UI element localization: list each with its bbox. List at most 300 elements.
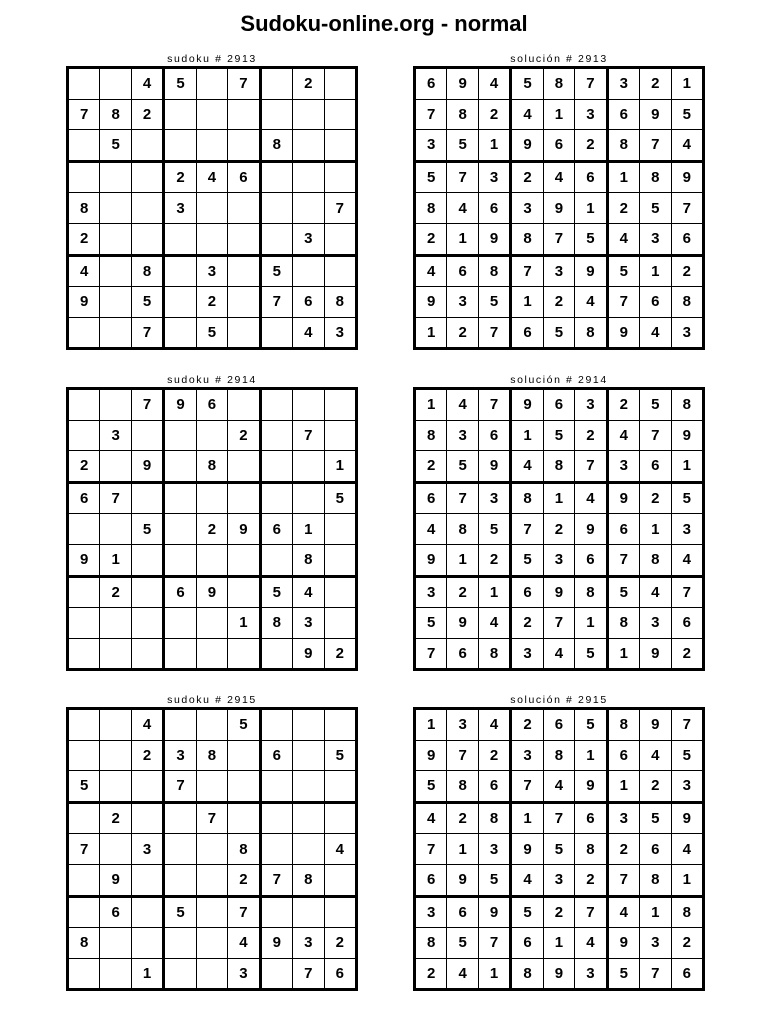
grid-cell: 7	[293, 958, 324, 990]
grid-cell: 5	[511, 68, 543, 100]
grid-cell: 9	[671, 802, 704, 834]
grid-row	[415, 928, 704, 959]
grid-cell: 3	[228, 958, 260, 990]
grid-row	[68, 638, 357, 670]
grid-row	[415, 389, 704, 421]
grid-cell: 5	[415, 608, 447, 639]
grid-cell: 8	[640, 544, 671, 576]
grid-cell: 9	[671, 420, 704, 451]
grid-row	[415, 161, 704, 193]
grid-cell: 1	[640, 896, 671, 928]
grid-cell	[293, 451, 324, 483]
grid-cell	[164, 928, 196, 959]
grid-cell	[68, 389, 100, 421]
grid-cell: 8	[671, 896, 704, 928]
grid-cell: 6	[415, 68, 447, 100]
grid-cell	[196, 193, 227, 224]
grid-cell: 1	[575, 193, 607, 224]
grid-cell: 4	[575, 287, 607, 318]
grid-cell: 2	[671, 638, 704, 670]
grid-cell: 8	[543, 68, 574, 100]
grid-cell	[196, 482, 227, 514]
grid-cell: 4	[415, 802, 447, 834]
grid-cell: 9	[415, 287, 447, 318]
grid-cell	[324, 161, 357, 193]
grid-cell: 6	[478, 771, 510, 803]
sudoku-grid	[66, 707, 358, 991]
grid-cell	[100, 740, 131, 771]
grid-cell: 4	[447, 958, 478, 990]
grid-cell: 7	[293, 420, 324, 451]
grid-cell: 6	[575, 544, 607, 576]
grid-cell: 5	[131, 287, 163, 318]
grid-cell: 2	[478, 544, 510, 576]
grid-cell: 5	[640, 193, 671, 224]
grid-cell: 3	[671, 771, 704, 803]
grid-cell: 7	[640, 420, 671, 451]
grid-cell	[324, 130, 357, 162]
grid-cell	[164, 130, 196, 162]
grid-cell: 2	[447, 576, 478, 608]
grid-cell: 2	[575, 130, 607, 162]
grid-cell: 9	[511, 130, 543, 162]
grid-row	[415, 255, 704, 287]
grid-cell: 1	[324, 451, 357, 483]
grid-row	[415, 771, 704, 803]
grid-cell: 9	[640, 99, 671, 130]
grid-cell: 1	[228, 608, 260, 639]
grid-cell: 9	[415, 544, 447, 576]
grid-cell: 6	[293, 287, 324, 318]
grid-cell: 7	[196, 802, 227, 834]
grid-cell	[196, 544, 227, 576]
grid-cell	[100, 193, 131, 224]
grid-cell: 6	[543, 709, 574, 741]
grid-cell: 9	[260, 928, 292, 959]
grid-cell: 3	[640, 928, 671, 959]
grid-cell: 2	[607, 193, 639, 224]
grid-cell: 5	[607, 958, 639, 990]
grid-cell: 7	[447, 482, 478, 514]
grid-cell: 2	[447, 317, 478, 349]
grid-cell: 8	[478, 255, 510, 287]
grid-cell: 5	[575, 223, 607, 255]
grid-cell: 2	[196, 514, 227, 545]
grid-cell: 3	[131, 834, 163, 865]
solution-label: solución # 2915	[510, 694, 608, 706]
grid-cell	[100, 287, 131, 318]
grid-cell: 4	[415, 255, 447, 287]
grid-row	[68, 544, 357, 576]
grid-cell	[260, 771, 292, 803]
grid-cell	[100, 608, 131, 639]
grid-cell: 1	[543, 482, 574, 514]
grid-cell: 7	[131, 389, 163, 421]
grid-cell: 8	[68, 928, 100, 959]
grid-cell	[100, 451, 131, 483]
grid-cell: 9	[543, 576, 574, 608]
grid-cell: 4	[511, 99, 543, 130]
grid-cell: 4	[543, 638, 574, 670]
grid-cell	[228, 130, 260, 162]
grid-cell: 5	[671, 99, 704, 130]
grid-cell: 1	[415, 317, 447, 349]
grid-cell	[196, 958, 227, 990]
grid-cell	[196, 420, 227, 451]
grid-cell	[100, 161, 131, 193]
grid-cell: 5	[131, 514, 163, 545]
grid-cell: 7	[415, 99, 447, 130]
grid-row	[68, 317, 357, 349]
grid-cell: 5	[543, 420, 574, 451]
grid-cell	[164, 834, 196, 865]
grid-row	[68, 193, 357, 224]
grid-cell: 8	[324, 287, 357, 318]
grid-cell	[324, 99, 357, 130]
page-title: Sudoku-online.org - normal	[240, 11, 528, 36]
grid-cell	[228, 389, 260, 421]
grid-cell: 7	[671, 193, 704, 224]
grid-cell: 9	[164, 389, 196, 421]
grid-cell: 7	[671, 709, 704, 741]
grid-cell	[68, 740, 100, 771]
grid-cell	[260, 420, 292, 451]
grid-cell: 8	[415, 193, 447, 224]
grid-cell: 6	[575, 161, 607, 193]
grid-cell	[164, 514, 196, 545]
grid-cell: 7	[478, 317, 510, 349]
grid-cell: 6	[511, 928, 543, 959]
grid-cell: 3	[164, 193, 196, 224]
grid-row	[68, 576, 357, 608]
grid-cell	[324, 255, 357, 287]
grid-cell	[293, 255, 324, 287]
grid-cell: 2	[575, 420, 607, 451]
grid-cell: 5	[478, 287, 510, 318]
grid-cell: 6	[228, 161, 260, 193]
grid-cell	[68, 864, 100, 896]
grid-cell: 1	[447, 544, 478, 576]
grid-cell: 2	[447, 802, 478, 834]
grid-cell: 2	[415, 451, 447, 483]
grid-cell: 9	[293, 638, 324, 670]
grid-cell: 9	[131, 451, 163, 483]
grid-cell: 9	[511, 389, 543, 421]
grid-cell	[68, 130, 100, 162]
grid-cell: 7	[640, 958, 671, 990]
grid-cell: 8	[607, 130, 639, 162]
grid-cell: 8	[260, 608, 292, 639]
grid-cell: 5	[478, 514, 510, 545]
grid-cell: 3	[607, 802, 639, 834]
grid-cell: 1	[293, 514, 324, 545]
grid-cell: 9	[575, 255, 607, 287]
grid-cell: 6	[260, 740, 292, 771]
grid-cell	[228, 771, 260, 803]
grid-cell: 1	[100, 544, 131, 576]
grid-cell	[131, 928, 163, 959]
grid-cell: 3	[447, 709, 478, 741]
grid-cell	[164, 802, 196, 834]
sudoku-puzzle-2914	[66, 373, 358, 671]
grid-cell: 2	[511, 709, 543, 741]
grid-cell: 9	[415, 740, 447, 771]
grid-cell: 5	[324, 482, 357, 514]
grid-cell: 6	[575, 802, 607, 834]
grid-row	[68, 130, 357, 162]
grid-cell: 7	[260, 864, 292, 896]
grid-row	[415, 834, 704, 865]
grid-cell: 4	[511, 864, 543, 896]
grid-cell: 6	[607, 740, 639, 771]
grid-cell	[68, 608, 100, 639]
grid-cell: 2	[478, 740, 510, 771]
grid-cell	[324, 709, 357, 741]
grid-cell: 9	[607, 928, 639, 959]
grid-cell	[68, 514, 100, 545]
grid-row	[415, 68, 704, 100]
grid-cell: 1	[447, 223, 478, 255]
grid-cell: 2	[543, 514, 574, 545]
grid-cell	[260, 802, 292, 834]
grid-cell: 7	[68, 99, 100, 130]
grid-cell	[68, 709, 100, 741]
grid-cell: 4	[131, 68, 163, 100]
grid-cell: 8	[511, 958, 543, 990]
grid-cell: 7	[640, 130, 671, 162]
grid-cell: 4	[228, 928, 260, 959]
grid-cell	[164, 482, 196, 514]
grid-cell: 6	[607, 99, 639, 130]
grid-row	[415, 420, 704, 451]
grid-cell: 7	[607, 864, 639, 896]
grid-cell	[260, 451, 292, 483]
grid-cell: 6	[511, 576, 543, 608]
grid-cell: 7	[415, 834, 447, 865]
grid-cell: 2	[478, 99, 510, 130]
grid-cell: 6	[68, 482, 100, 514]
grid-cell: 7	[164, 771, 196, 803]
grid-cell	[324, 544, 357, 576]
grid-cell: 7	[607, 544, 639, 576]
grid-cell	[196, 896, 227, 928]
grid-cell: 8	[196, 740, 227, 771]
grid-cell: 4	[607, 223, 639, 255]
grid-cell: 5	[607, 576, 639, 608]
grid-cell	[260, 317, 292, 349]
grid-cell: 5	[260, 255, 292, 287]
grid-cell: 2	[164, 161, 196, 193]
grid-cell	[324, 389, 357, 421]
grid-cell	[131, 482, 163, 514]
grid-cell: 3	[196, 255, 227, 287]
grid-cell: 6	[511, 317, 543, 349]
grid-cell: 7	[68, 834, 100, 865]
grid-cell: 8	[575, 834, 607, 865]
grid-cell: 9	[607, 317, 639, 349]
grid-cell: 6	[100, 896, 131, 928]
grid-cell: 4	[543, 161, 574, 193]
grid-cell: 4	[447, 389, 478, 421]
puzzle-label: sudoku # 2913	[167, 53, 257, 65]
grid-cell	[228, 451, 260, 483]
grid-cell: 8	[575, 576, 607, 608]
grid-cell	[68, 576, 100, 608]
grid-row	[68, 420, 357, 451]
grid-cell: 7	[415, 638, 447, 670]
grid-cell: 3	[543, 864, 574, 896]
grid-row	[415, 130, 704, 162]
sudoku-grid	[66, 66, 358, 350]
grid-cell: 2	[671, 255, 704, 287]
grid-cell: 7	[100, 482, 131, 514]
grid-cell	[293, 161, 324, 193]
grid-cell: 2	[131, 740, 163, 771]
grid-cell	[228, 802, 260, 834]
grid-cell: 1	[640, 514, 671, 545]
grid-cell	[324, 420, 357, 451]
sudoku-puzzle-2913	[66, 52, 358, 350]
grid-cell	[196, 638, 227, 670]
grid-cell: 2	[324, 928, 357, 959]
grid-cell: 8	[640, 864, 671, 896]
grid-cell	[293, 771, 324, 803]
grid-cell: 9	[640, 638, 671, 670]
grid-cell	[100, 389, 131, 421]
grid-cell: 3	[293, 223, 324, 255]
grid-cell: 1	[478, 576, 510, 608]
grid-cell: 3	[543, 255, 574, 287]
grid-cell	[164, 709, 196, 741]
grid-cell: 7	[511, 771, 543, 803]
grid-cell: 4	[324, 834, 357, 865]
grid-cell	[228, 638, 260, 670]
grid-cell: 8	[543, 740, 574, 771]
grid-cell: 8	[671, 389, 704, 421]
grid-cell: 2	[415, 958, 447, 990]
grid-cell: 8	[131, 255, 163, 287]
grid-cell: 3	[324, 317, 357, 349]
grid-cell: 7	[478, 928, 510, 959]
grid-cell: 2	[671, 928, 704, 959]
grid-cell	[293, 802, 324, 834]
grid-cell: 1	[511, 287, 543, 318]
grid-cell	[131, 576, 163, 608]
grid-cell: 9	[575, 514, 607, 545]
grid-row	[68, 771, 357, 803]
grid-cell: 3	[100, 420, 131, 451]
grid-cell	[293, 389, 324, 421]
grid-cell	[164, 223, 196, 255]
grid-cell: 5	[575, 638, 607, 670]
grid-cell: 3	[478, 482, 510, 514]
grid-cell: 8	[478, 802, 510, 834]
grid-cell: 2	[324, 638, 357, 670]
grid-cell: 6	[640, 834, 671, 865]
grid-cell: 8	[100, 99, 131, 130]
grid-row	[68, 389, 357, 421]
grid-cell	[260, 389, 292, 421]
grid-cell	[68, 958, 100, 990]
grid-cell	[293, 130, 324, 162]
grid-row	[415, 709, 704, 741]
grid-row	[415, 576, 704, 608]
solution-grid	[413, 387, 705, 671]
grid-cell	[260, 193, 292, 224]
grid-cell: 4	[447, 193, 478, 224]
grid-cell	[260, 482, 292, 514]
grid-cell: 2	[228, 864, 260, 896]
solution-grid	[413, 707, 705, 991]
grid-cell	[196, 771, 227, 803]
grid-cell: 3	[575, 958, 607, 990]
grid-cell	[100, 834, 131, 865]
grid-cell: 6	[671, 223, 704, 255]
grid-cell: 6	[324, 958, 357, 990]
grid-cell: 9	[196, 576, 227, 608]
grid-row	[415, 317, 704, 349]
grid-cell	[131, 420, 163, 451]
grid-cell: 7	[511, 514, 543, 545]
grid-cell	[228, 99, 260, 130]
grid-cell: 3	[415, 896, 447, 928]
grid-cell: 4	[671, 130, 704, 162]
grid-cell: 8	[196, 451, 227, 483]
grid-row	[415, 451, 704, 483]
grid-cell: 2	[575, 864, 607, 896]
grid-cell	[100, 771, 131, 803]
grid-cell: 7	[543, 223, 574, 255]
grid-cell	[131, 638, 163, 670]
grid-cell	[196, 130, 227, 162]
grid-cell: 7	[543, 608, 574, 639]
grid-cell	[324, 608, 357, 639]
grid-cell: 3	[511, 740, 543, 771]
grid-cell: 1	[415, 389, 447, 421]
grid-cell: 9	[543, 958, 574, 990]
grid-cell: 4	[671, 834, 704, 865]
grid-cell: 7	[228, 68, 260, 100]
grid-row	[68, 896, 357, 928]
grid-cell: 4	[293, 576, 324, 608]
grid-cell: 7	[478, 389, 510, 421]
grid-cell	[131, 608, 163, 639]
grid-row	[415, 99, 704, 130]
grid-cell	[228, 223, 260, 255]
grid-cell: 2	[293, 68, 324, 100]
grid-cell: 5	[511, 544, 543, 576]
grid-cell	[228, 317, 260, 349]
grid-cell: 1	[447, 834, 478, 865]
sudoku-puzzle-2915	[66, 693, 358, 991]
grid-cell	[324, 896, 357, 928]
grid-cell	[131, 864, 163, 896]
grid-cell	[260, 709, 292, 741]
grid-cell: 4	[478, 68, 510, 100]
grid-cell: 8	[260, 130, 292, 162]
grid-cell: 5	[640, 802, 671, 834]
grid-cell: 1	[511, 420, 543, 451]
grid-cell	[196, 834, 227, 865]
grid-cell: 7	[324, 193, 357, 224]
grid-cell	[131, 161, 163, 193]
grid-row	[415, 287, 704, 318]
grid-cell: 9	[68, 544, 100, 576]
grid-cell: 3	[415, 576, 447, 608]
grid-cell: 4	[640, 317, 671, 349]
grid-row	[415, 193, 704, 224]
solution-puzzle-2914	[413, 373, 705, 671]
